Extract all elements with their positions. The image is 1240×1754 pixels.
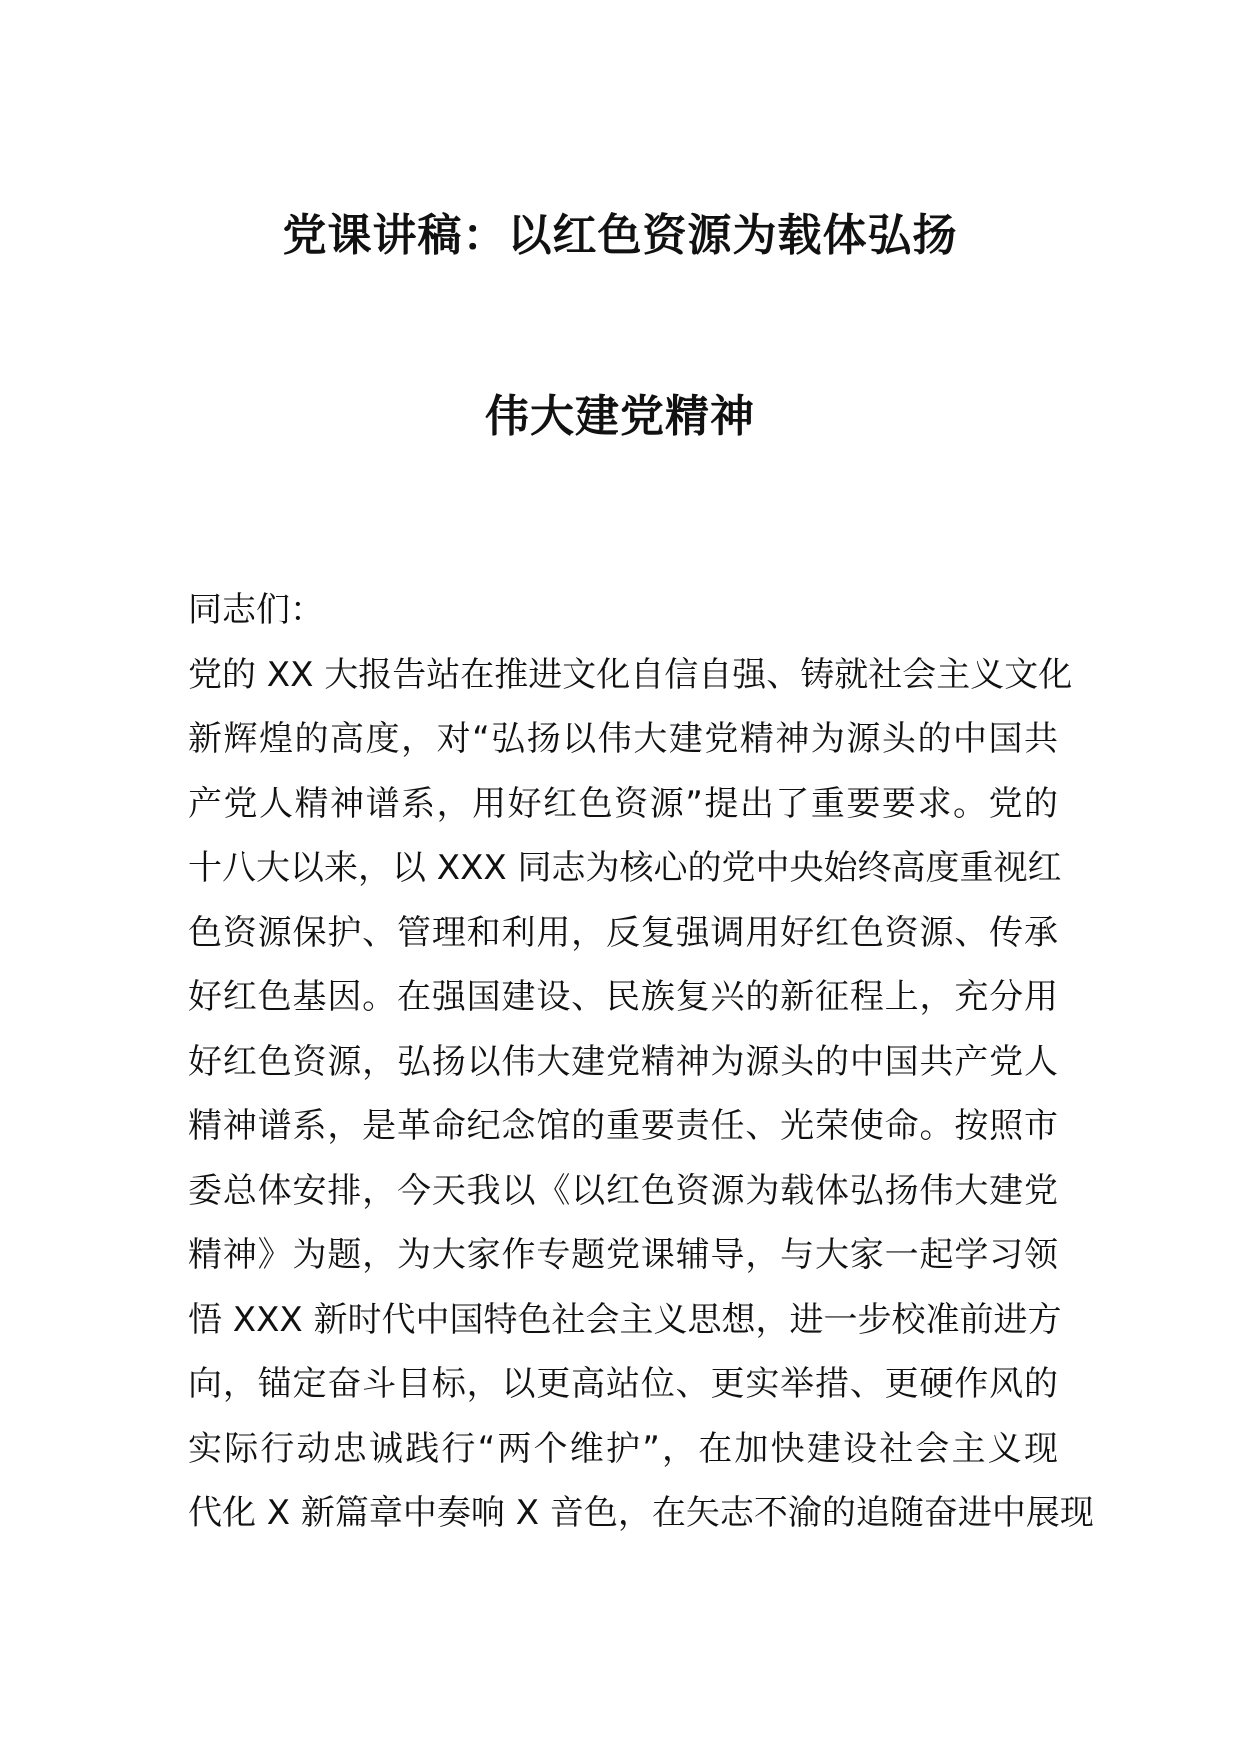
paragraph-line: 悟 XXX 新时代中国特色社会主义思想，进一步校准前进方 [188,1299,1062,1340]
paragraph-line: 向，锚定奋斗目标，以更高站位、更实举措、更硬作风的 [188,1364,1058,1404]
salutation: 同志们： [188,590,324,630]
paragraph-line: 党的 XX 大报告站在推进文化自信自强、铸就社会主义文化 [188,654,1073,695]
document-title-line-2: 伟大建党精神 [485,391,755,442]
paragraph-line: 精神谱系，是革命纪念馆的重要责任、光荣使命。按照市 [188,1106,1058,1146]
paragraph-line: 色资源保护、管理和利用，反复强调用好红色资源、传承 [188,912,1058,953]
paragraph-line: 代化 X 新篇章中奏响 X 音色，在矢志不渝的追随奋进中展现 [188,1493,1094,1533]
paragraph-line: 精神》为题，为大家作专题党课辅导，与大家一起学习领 [188,1235,1058,1275]
paragraph-line: 委总体安排，今天我以《以红色资源为载体弘扬伟大建党 [188,1170,1058,1211]
paragraph-line: 好红色资源，弘扬以伟大建党精神为源头的中国共产党人 [188,1041,1058,1082]
paragraph-line: 十八大以来，以 XXX 同志为核心的党中央始终高度重视红 [188,848,1062,888]
paragraph-line: 好红色基因。在强国建设、民族复兴的新征程上，充分用 [188,977,1058,1017]
paragraph-line: 产党人精神谱系，用好红色资源”提出了重要要求。党的 [188,783,1058,824]
paragraph-line: 新辉煌的高度，对“弘扬以伟大建党精神为源头的中国共 [188,719,1058,759]
document-body [188,578,1094,1546]
document-title-line-1: 党课讲稿：以红色资源为载体弘扬 [282,210,958,261]
paragraph-line: 实际行动忠诚践行“两个维护”，在加快建设社会主义现 [188,1428,1058,1469]
